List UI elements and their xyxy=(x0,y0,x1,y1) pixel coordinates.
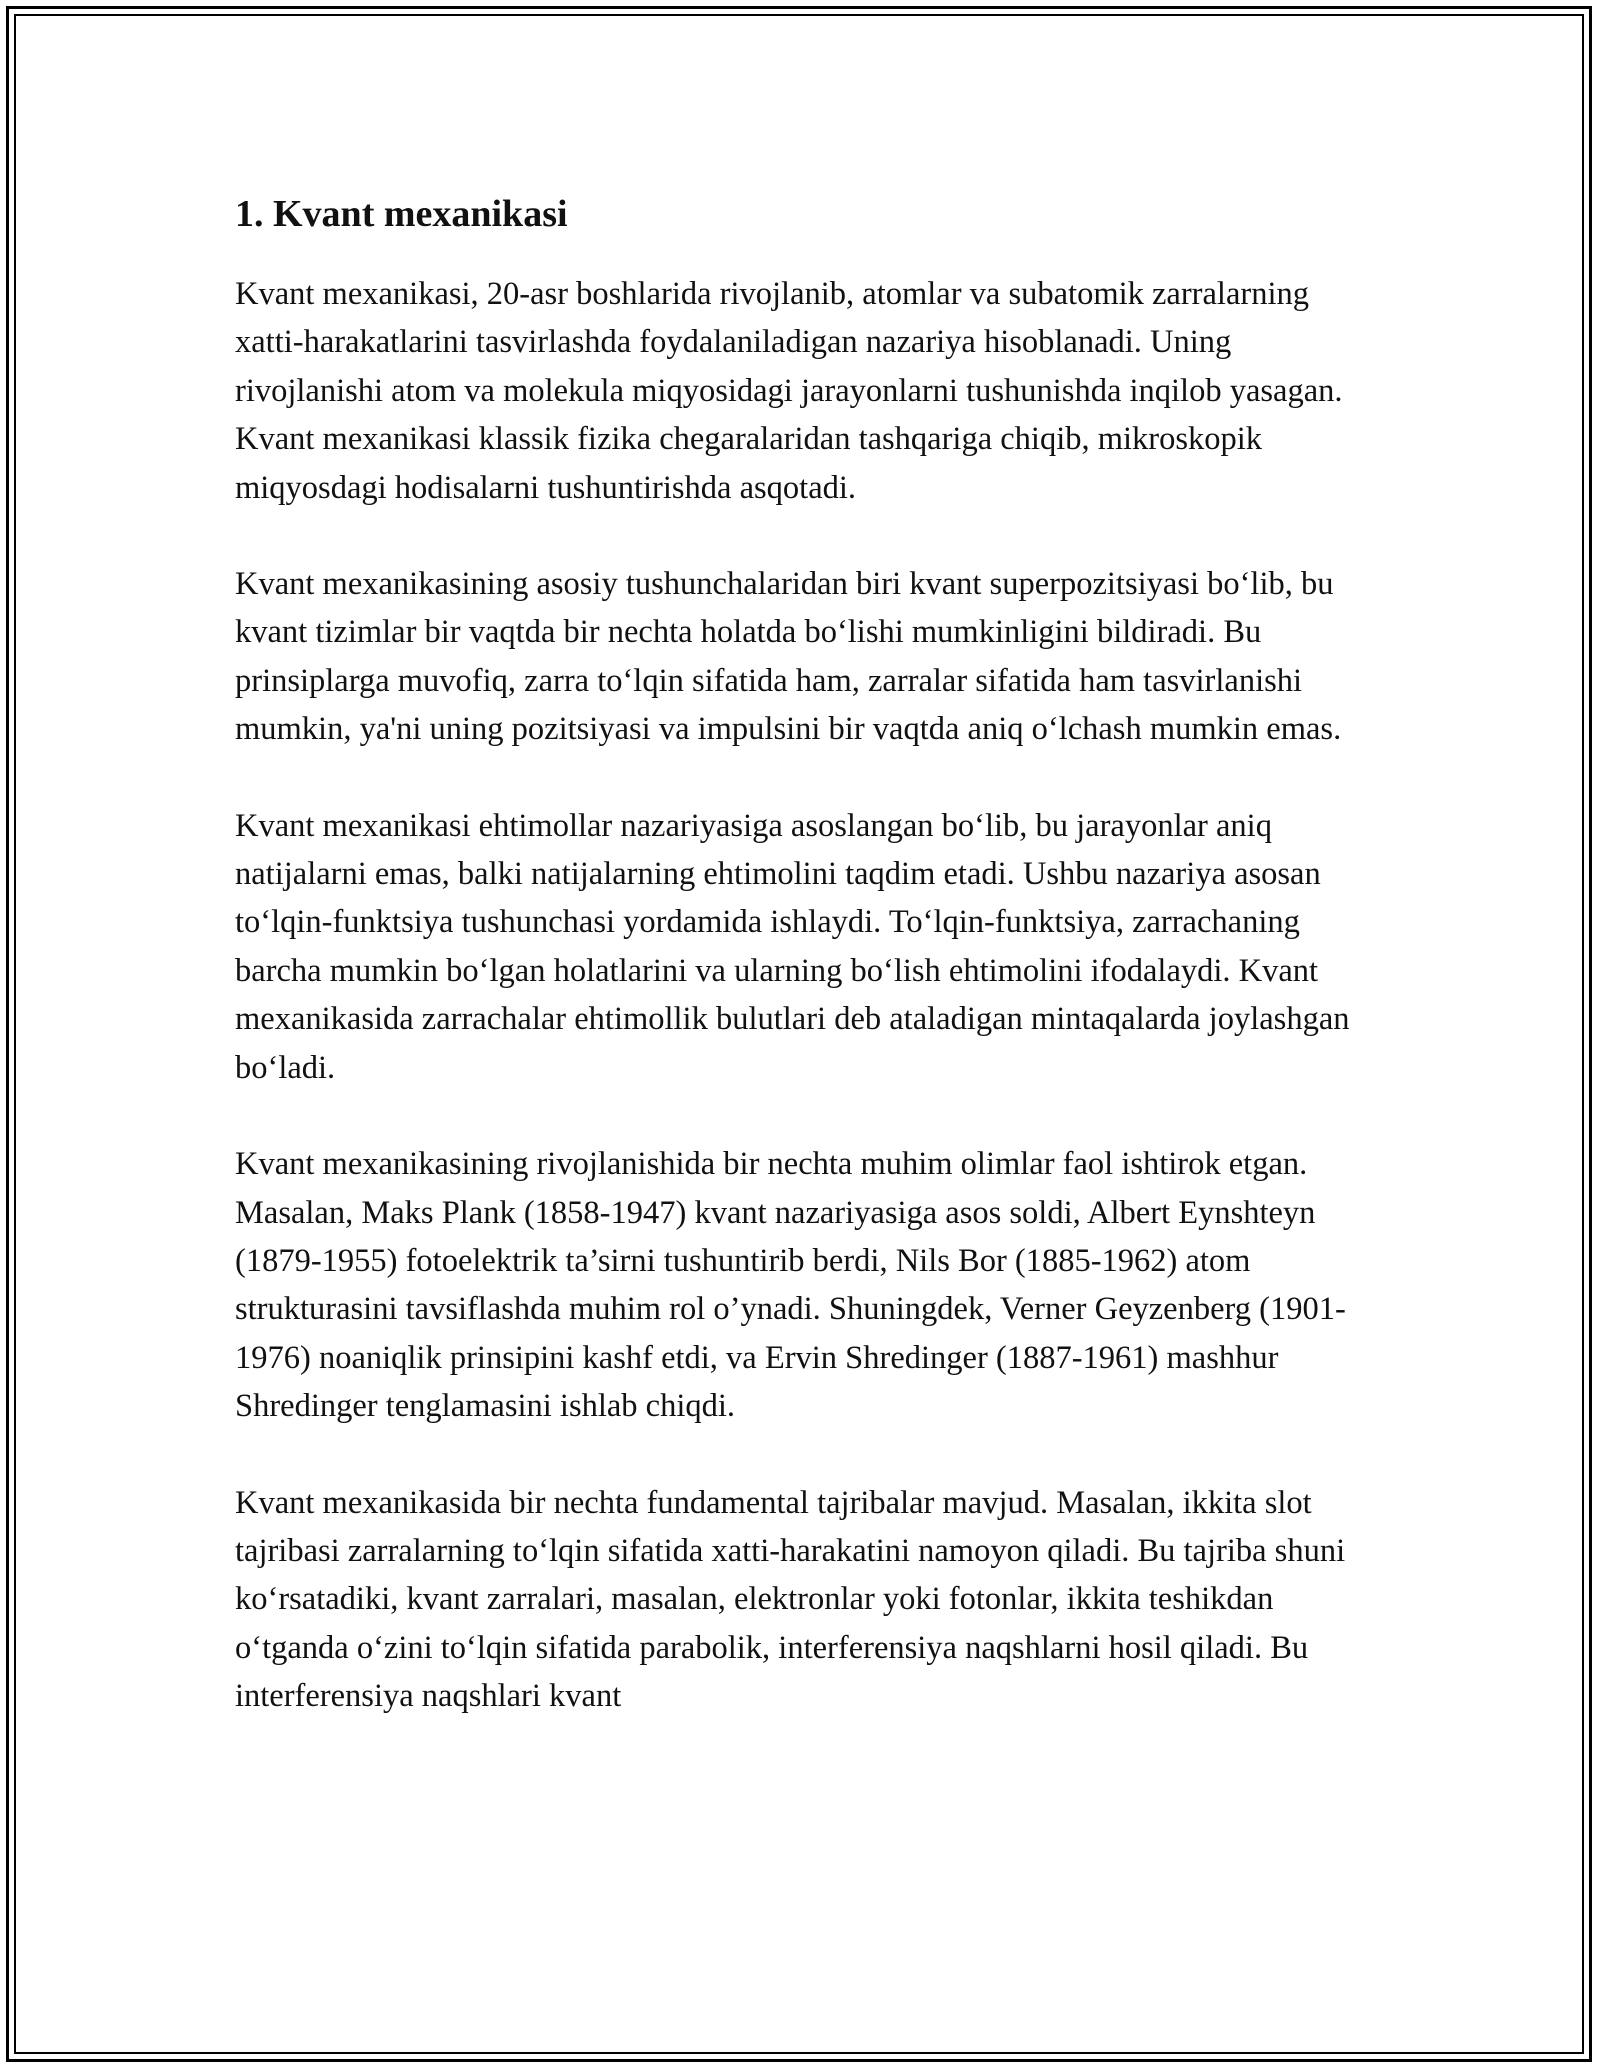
paragraph-scientists: Kvant mexanikasining rivojlanishida bir nechta muhim olimlar faol ishtirok etgan. Masalan, Maks Plank (1858-1947) kvant nazariyasiga asos soldi, Albert Eynshteyn (1879-1955) fotoelektrik ta’sirni tushuntirib berdi, Nils Bor (1885-1962) atom strukturasini tavsiflashda muhim rol o’ynadi. Shuningdek, Verner Geyzenberg (1901-1976) noaniqlik prinsipini kashf etdi, va Ervin Shredinger (1887-1961) mashhur Shredinger tenglamasini ishlab chiqdi. xyxy=(235,1146,1346,1425)
paragraph-probability: Kvant mexanikasi ehtimollar nazariyasiga asoslangan bo‘lib, bu jarayonlar aniq natijalarni emas, balki natijalarning ehtimolini taqdim etadi. Ushbu nazariya asosan to‘lqin-funktsiya tushunchasi yordamida ishlaydi. To‘lqin-funktsiya, zarrachaning barcha mumkin bo‘lgan holatlarini va ularning bo‘lish ehtimolini ifodalaydi. Kvant mexanikasida zarrachalar ehtimollik bulutlari deb ataladigan mintaqalarda joylashgan bo‘ladi. xyxy=(235,807,1350,1086)
paragraph-experiments: Kvant mexanikasida bir nechta fundamental tajribalar mavjud. Masalan, ikkita slot tajribasi zarralarning to‘lqin sifatida xatti-harakatini namoyon qiladi. Bu tajriba shuni ko‘rsatadiki, kvant zarralari, masalan, elektronlar yoki fotonlar, ikkita teshikdan o‘tganda o‘zini to‘lqin sifatida parabolik, interferensiya naqshlarni hosil qiladi. Bu interferensiya naqshlari kvant xyxy=(235,1484,1346,1715)
paragraph-intro: Kvant mexanikasi, 20-asr boshlarida rivojlanib, atomlar va subatomik zarralarning xatti-harakatlarini tasvirlashda foydalaniladigan nazariya hisoblanadi. Uning rivojlanishi atom va molekula miqyosidagi jarayonlarni tushunishda inqilob yasagan. Kvant mexanikasi klassik fizika chegaralaridan tashqariga chiqib, mikroskopik miqyosdagi hodisalarni tushuntirishda asqotadi. xyxy=(235,276,1343,506)
document-body xyxy=(235,188,1375,1769)
section-heading: 1. Kvant mexanikasi xyxy=(235,193,568,235)
paragraph-superposition: Kvant mexanikasining asosiy tushunchalaridan biri kvant superpozitsiyasi bo‘lib, bu kvant tizimlar bir vaqtda bir nechta holatda bo‘lishi mumkinligini bildiradi. Bu prinsiplarga muvofiq, zarra to‘lqin sifatida ham, zarralar sifatida ham tasvirlanishi mumkin, ya'ni uning pozitsiyasi va impulsini bir vaqtda aniq o‘lchash mumkin emas. xyxy=(235,566,1342,748)
